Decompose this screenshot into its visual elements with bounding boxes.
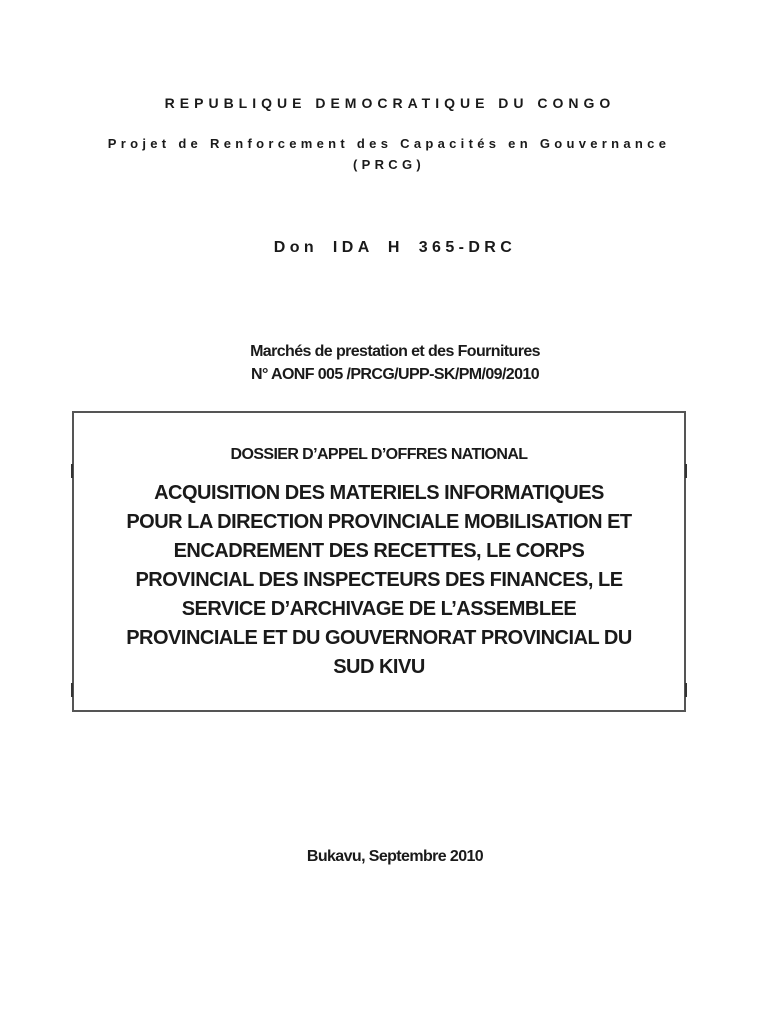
right-edge-mark-bottom: [685, 683, 687, 697]
tender-subject-line: ACQUISITION DES MATERIELS INFORMATIQUES: [154, 482, 604, 504]
left-edge-mark: [71, 464, 73, 478]
country-heading: REPUBLIQUE DEMOCRATIQUE DU CONGO: [164, 95, 616, 111]
project-acronym: (PRCG): [352, 157, 426, 172]
tender-subject-line: SUD KIVU: [333, 656, 425, 678]
project-name: Projet de Renforcement des Capacités en Gouvernance: [107, 136, 671, 151]
tender-reference-number: N° AONF 005 /PRCG/UPP-SK/PM/09/2010: [250, 366, 540, 383]
tender-subject-line: ENCADREMENT DES RECETTES, LE CORPS: [173, 540, 585, 562]
tender-subject: [74, 479, 684, 682]
tender-subject-line: POUR LA DIRECTION PROVINCIALE MOBILISATION ET: [126, 511, 632, 533]
right-edge-mark: [685, 464, 687, 478]
tender-subject-line: SERVICE D’ARCHIVAGE DE L’ASSEMBLEE: [181, 598, 577, 620]
tender-dossier-title: DOSSIER D’APPEL D’OFFRES NATIONAL: [230, 446, 528, 463]
place-and-date: Bukavu, Septembre 2010: [306, 848, 484, 865]
tender-title-box: [72, 411, 686, 712]
tender-subject-line: PROVINCIAL DES INSPECTEURS DES FINANCES, LE: [135, 569, 623, 591]
grant-reference: Don IDA H 365-DRC: [273, 239, 517, 256]
tender-subject-line: PROVINCIALE ET DU GOUVERNORAT PROVINCIAL DU: [126, 627, 632, 649]
left-edge-mark-bottom: [71, 683, 73, 697]
procurement-type: Marchés de prestation et des Fournitures: [250, 343, 540, 360]
